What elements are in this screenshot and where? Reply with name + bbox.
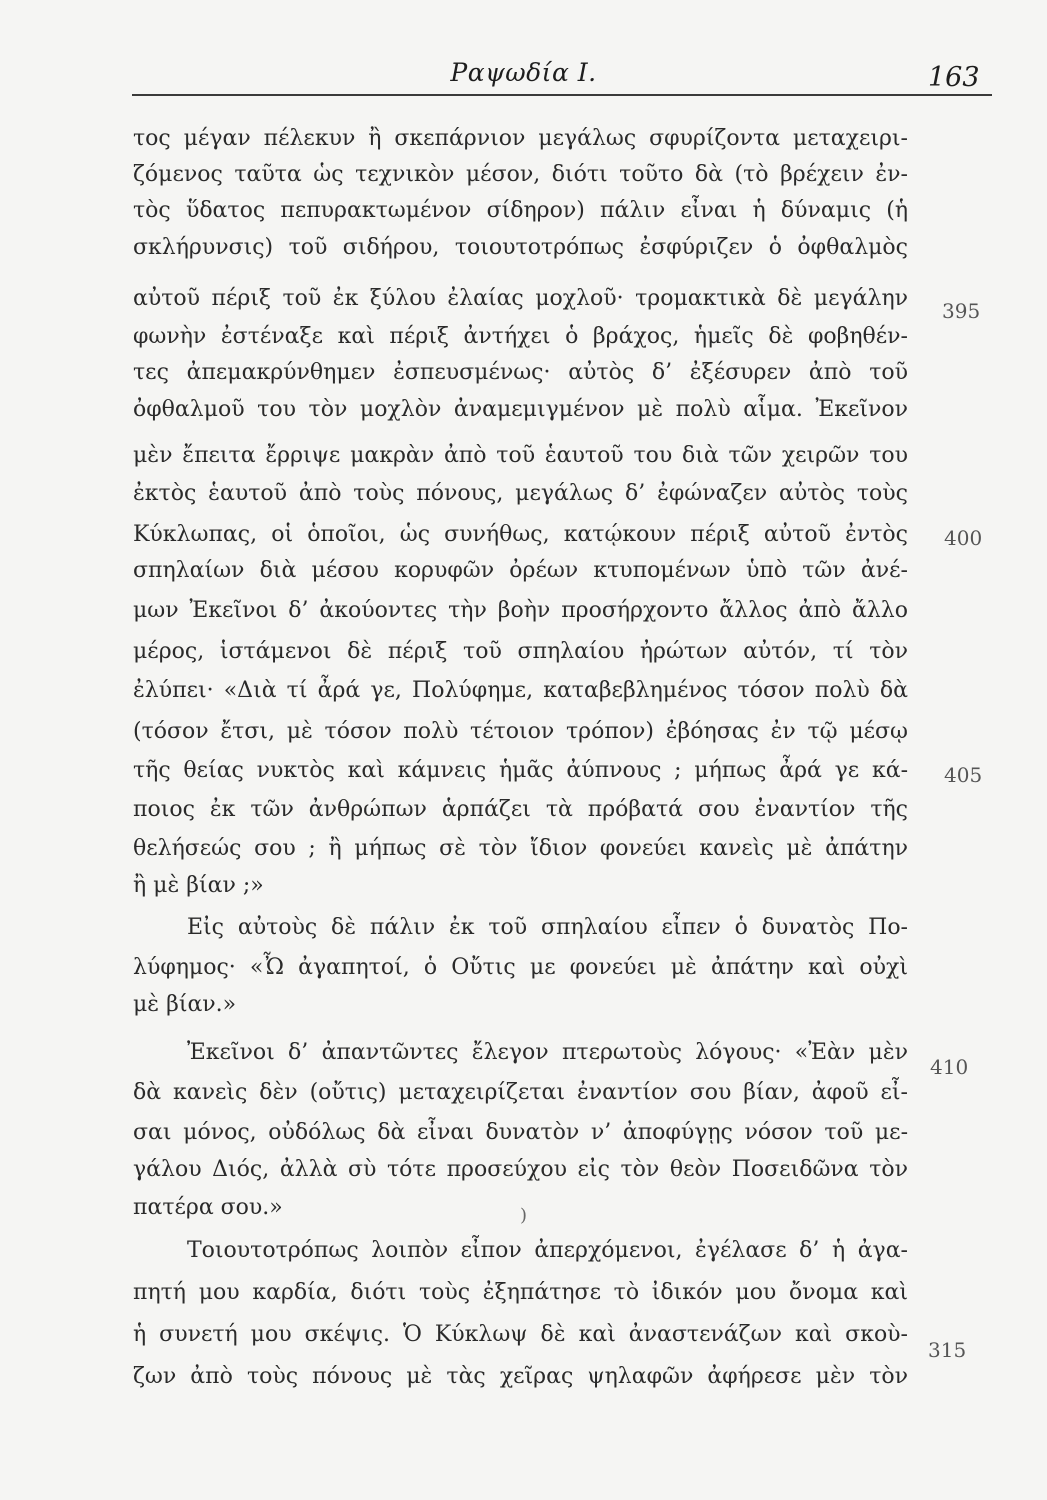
text-line: ὀφθαλμοῦ του τὸν μοχλὸν ἀναμεμιγμένον μὲ πολὺ αἷμα. Ἐκεῖνον <box>133 397 908 422</box>
line-number-395: 395 <box>942 299 981 323</box>
text-line: θελήσεώς σου ; ἢ μήπως σὲ τὸν ἴδιον φονεύει κανεὶς μὲ ἀπάτην <box>133 836 908 861</box>
header-rule <box>132 94 992 96</box>
text-line: πητή μου καρδία, διότι τοὺς ἐξηπάτησε τὸ ἰδικόν μου ὄνομα καὶ <box>133 1280 908 1305</box>
text-line: τες ἀπεμακρύνθημεν ἐσπευσμένως· αὐτὸς δ’ ἐξέσυρεν ἀπὸ τοῦ <box>133 360 908 385</box>
text-line: λύφημος· «Ὦ ἀγαπητοί, ὁ Οὔτις με φονεύει μὲ ἀπάτην καὶ οὐχὶ <box>133 955 908 980</box>
page-number: 163 <box>928 62 980 93</box>
text-line: μων Ἐκεῖνοι δ’ ἀκούοντες τὴν βοὴν προσήρχοντο ἄλλος ἀπὸ ἄλλο <box>133 598 908 623</box>
line-number-405: 405 <box>944 763 983 787</box>
stray-mark: ) <box>520 1205 528 1226</box>
text-line: ζόμενος ταῦτα ὡς τεχνικὸν μέσον, διότι τοῦτο δὰ (τὸ βρέχειν ἐν- <box>133 162 908 187</box>
text-line: αὐτοῦ πέριξ τοῦ ἐκ ξύλου ἐλαίας μοχλοῦ· τρομακτικὰ δὲ μεγάλην <box>133 286 908 311</box>
text-line: μέρος, ἱστάμενοι δὲ πέριξ τοῦ σπηλαίου ἠρώτων αὐτόν, τί τὸν <box>133 639 908 664</box>
running-title: Ραψωδία Ι. <box>450 58 597 87</box>
text-line: ἐλύπει· «Διὰ τί ἆρά γε, Πολύφημε, καταβεβλημένος τόσον πολὺ δὰ <box>133 678 908 703</box>
text-line: τὸς ὕδατος πεπυρακτωμένον σίδηρον) πάλιν εἶναι ἡ δύναμις (ἡ <box>133 198 908 223</box>
text-line: (τόσον ἔτσι, μὲ τόσον πολὺ τέτοιον τρόπον) ἐβόησας ἐν τῷ μέσῳ <box>133 719 908 744</box>
text-line: σκλήρυνσις) τοῦ σιδήρου, τοιουτοτρόπως ἐσφύριζεν ὁ ὀφθαλμὸς <box>133 235 908 260</box>
text-line: Κύκλωπας, οἱ ὁποῖοι, ὡς συνήθως, κατῴκουν πέριξ αὐτοῦ ἐντὸς <box>133 522 908 547</box>
text-line: σαι μόνος, οὐδόλως δὰ εἶναι δυνατὸν ν’ ἀποφύγῃς νόσον τοῦ με- <box>133 1120 908 1145</box>
text-line: μὲ βίαν.» <box>133 992 237 1017</box>
text-line: φωνὴν ἐστέναξε καὶ πέριξ ἀντήχει ὁ βράχος, ἡμεῖς δὲ φοβηθέν- <box>133 324 908 349</box>
text-line: ἢ μὲ βίαν ;» <box>133 873 264 898</box>
text-line: δὰ κανεὶς δὲν (οὔτις) μεταχειρίζεται ἐναντίον σου βίαν, ἀφοῦ εἶ- <box>133 1080 908 1105</box>
text-line: ἡ συνετή μου σκέψις. Ὁ Κύκλωψ δὲ καὶ ἀναστενάζων καὶ σκοὺ- <box>133 1322 908 1347</box>
text-line: ποιος ἐκ τῶν ἀνθρώπων ἁρπάζει τὰ πρόβατά σου ἐναντίον τῆς <box>133 797 908 822</box>
text-line: Εἰς αὐτοὺς δὲ πάλιν ἐκ τοῦ σπηλαίου εἶπεν ὁ δυνατὸς Πο- <box>187 915 908 940</box>
text-line: πατέρα σου.» <box>133 1195 283 1220</box>
text-line: σπηλαίων διὰ μέσου κορυφῶν ὀρέων κτυπομένων ὑπὸ τῶν ἀνέ- <box>133 558 908 583</box>
text-line: Τοιουτοτρόπως λοιπὸν εἶπον ἀπερχόμενοι, ἐγέλασε δ’ ἡ ἀγα- <box>187 1238 908 1263</box>
text-line: γάλου Διός, ἀλλὰ σὺ τότε προσεύχου εἰς τὸν θεὸν Ποσειδῶνα τὸν <box>133 1157 908 1182</box>
text-line: μὲν ἔπειτα ἔρριψε μακρὰν ἀπὸ τοῦ ἑαυτοῦ του διὰ τῶν χειρῶν του <box>133 443 908 468</box>
text-line: τῆς θείας νυκτὸς καὶ κάμνεις ἡμᾶς ἀύπνους ; μήπως ἆρά γε κά- <box>133 758 908 783</box>
line-number-410: 410 <box>930 1055 969 1079</box>
line-number-315: 315 <box>928 1338 967 1362</box>
line-number-400: 400 <box>944 526 983 550</box>
text-line: Ἐκεῖνοι δ’ ἀπαντῶντες ἔλεγον πτερωτοὺς λόγους· «Ἐὰν μὲν <box>187 1040 908 1065</box>
text-line: ἐκτὸς ἑαυτοῦ ἀπὸ τοὺς πόνους, μεγάλως δ’ ἐφώναζεν αὐτὸς τοὺς <box>133 481 908 506</box>
text-line: ζων ἀπὸ τοὺς πόνους μὲ τὰς χεῖρας ψηλαφῶν ἀφήρεσε μὲν τὸν <box>133 1364 908 1389</box>
text-line: τος μέγαν πέλεκυν ἢ σκεπάρνιον μεγάλως σφυρίζοντα μεταχειρι- <box>133 126 908 151</box>
